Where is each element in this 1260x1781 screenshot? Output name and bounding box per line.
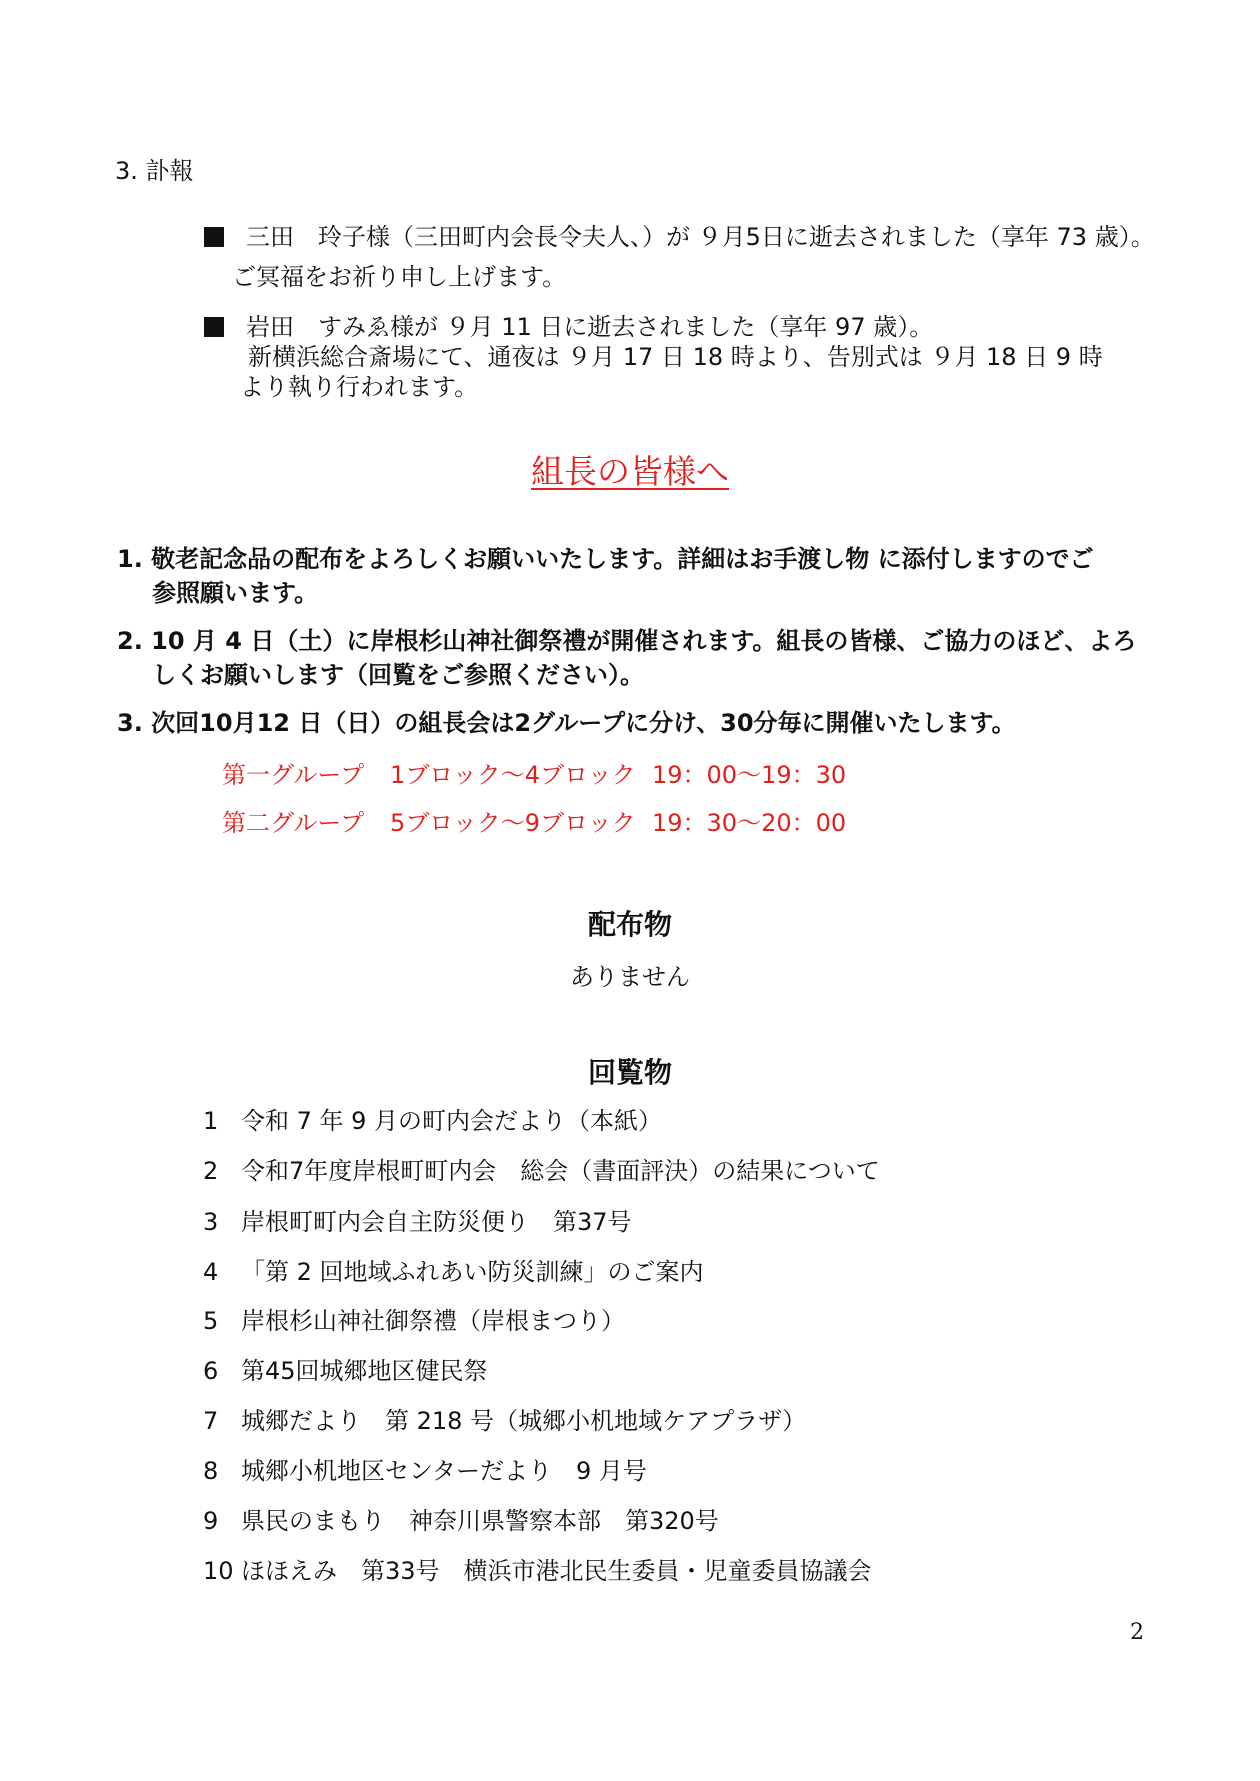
leaders-item-1-line2: 参照願います。	[152, 579, 319, 607]
leaders-section-title: 組長の皆様へ	[531, 452, 729, 491]
obituary-heading: 3. 訃報	[115, 157, 194, 185]
leaders-item-2-line2: しくお願いします（回覧をご参照ください）。	[152, 661, 644, 689]
circulation-item-text: 「第 2 回地域ふれあい防災訓練」のご案内	[241, 1258, 704, 1286]
circulation-item-number: 7	[203, 1407, 219, 1435]
circulation-item	[203, 1257, 704, 1287]
obituary-entry-1	[204, 222, 1155, 252]
circulation-item-text: 城郷だより 第 218 号（城郷小机地域ケアプラザ）	[241, 1407, 807, 1435]
circulation-item-text: ほほえみ 第33号 横浜市港北民生委員・児童委員協議会	[241, 1557, 872, 1585]
circulation-item	[203, 1306, 625, 1336]
circulation-item-number: 5	[203, 1307, 219, 1335]
circulation-item-number: 2	[203, 1157, 219, 1185]
circulation-item	[203, 1106, 662, 1136]
circulation-item-text: 県民のまもり 神奈川県警察本部 第320号	[241, 1507, 719, 1535]
leaders-item-1-line1: 1. 敬老記念品の配布をよろしくお願いいたします。詳細はお手渡し物 に添付しますのでご	[117, 545, 1094, 573]
circulation-item-number: 6	[203, 1357, 219, 1385]
leaders-item-3-line1: 3. 次回10月12 日（日）の組長会は2グループに分け、30分毎に開催いたします。	[117, 709, 1016, 737]
circulation-item-number: 10	[203, 1557, 234, 1585]
circulation-item-number: 4	[203, 1258, 219, 1286]
square-bullet-icon	[204, 317, 224, 337]
group-1-row	[222, 760, 846, 790]
circulation-item	[203, 1556, 872, 1586]
circulation-item-text: 城郷小机地区センターだより 9 月号	[241, 1457, 647, 1485]
circulation-item-text: 岸根杉山神社御祭禮（岸根まつり）	[241, 1307, 625, 1335]
circulation-item	[203, 1156, 880, 1186]
leaders-item-2-line1: 2. 10 月 4 日（土）に岸根杉山神社御祭禮が開催されます。組長の皆様、ご協力のほど、よろ	[117, 627, 1137, 655]
circulation-item	[203, 1207, 632, 1237]
distribution-title: 配布物	[587, 908, 672, 941]
group-1-blocks: 1ブロック～4ブロック	[390, 761, 636, 789]
obituary-entry-2-line1: 岩田 すみゑ様が ９月 11 日に逝去されました（享年 97 歳）。	[246, 313, 934, 341]
group-1-name: 第一グループ	[222, 761, 365, 789]
obituary-entry-2-line2: 新横浜総合斎場にて、通夜は ９月 17 日 18 時より、告別式は ９月 18 日 9 時	[248, 343, 1103, 371]
square-bullet-icon	[204, 227, 224, 247]
distribution-body: ありません	[570, 963, 690, 991]
circulation-item-text: 令和 7 年 9 月の町内会だより（本紙）	[241, 1107, 663, 1135]
circulation-item-text: 第45回城郷地区健民祭	[241, 1357, 488, 1385]
group-2-row	[222, 808, 846, 838]
obituary-entry-1-line1: 三田 玲子様（三田町内会長令夫人、）が ９月5日に逝去されました（享年 73 歳）。	[246, 223, 1155, 251]
circulation-item	[203, 1356, 488, 1386]
circulation-item-number: 8	[203, 1457, 219, 1485]
circulation-item	[203, 1506, 719, 1536]
circulation-item-text: 岸根町町内会自主防災便り 第37号	[241, 1208, 632, 1236]
group-2-time: 19：30～20：00	[652, 809, 847, 837]
group-2-blocks: 5ブロック～9ブロック	[390, 809, 636, 837]
circulation-title: 回覧物	[587, 1056, 672, 1089]
circulation-item-text: 令和7年度岸根町町内会 総会（書面評決）の結果について	[241, 1157, 880, 1185]
page-number: 2	[1130, 1620, 1144, 1645]
obituary-entry-2	[204, 312, 933, 342]
obituary-entry-1-line2: ご冥福をお祈り申し上げます。	[232, 263, 567, 291]
circulation-item	[203, 1456, 647, 1486]
group-2-name: 第二グループ	[222, 809, 365, 837]
circulation-item-number: 9	[203, 1507, 219, 1535]
circulation-item-number: 3	[203, 1208, 219, 1236]
circulation-item-number: 1	[203, 1107, 219, 1135]
obituary-entry-2-line3: より執り行われます。	[240, 373, 479, 401]
circulation-item	[203, 1406, 806, 1436]
group-1-time: 19：00～19：30	[652, 761, 847, 789]
